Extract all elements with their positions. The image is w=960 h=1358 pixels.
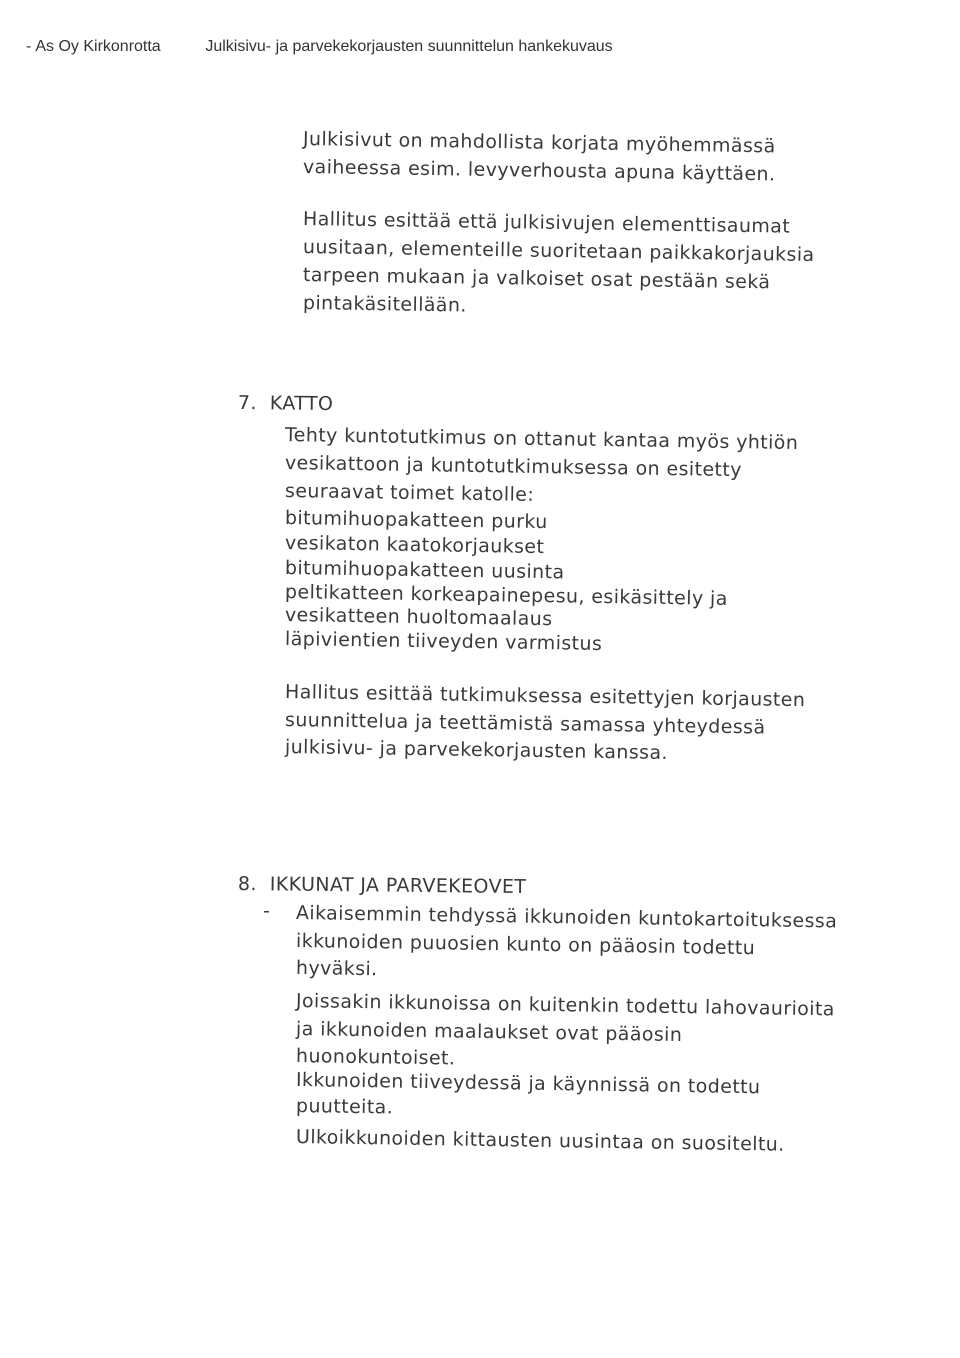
section-7-line: bitumihuopakatteen purku <box>284 507 548 534</box>
section-8-line: Aikaisemmin tehdyssä ikkunoiden kuntokartoituksessa <box>295 902 838 933</box>
section-8-line: ikkunoiden puuosien kunto on pääosin todettu <box>295 930 756 960</box>
section-8-line: Joissakin ikkunoissa on kuitenkin todettu lahovaurioita <box>295 990 835 1021</box>
section-8-heading <box>238 873 527 898</box>
intro-line: tarpeen mukaan ja valkoiset osat pestään sekä <box>302 264 771 294</box>
section-7-paragraph-line: Hallitus esittää tutkimuksessa esitettyjen korjausten <box>284 681 806 712</box>
intro-line: pintakäsitellään. <box>302 292 467 317</box>
intro-line: vaiheessa esim. levyverhousta apuna käyttäen. <box>302 156 776 186</box>
section-8-line: ja ikkunoiden maalaukset ovat pääosin <box>295 1018 683 1047</box>
section-7-line: bitumihuopakatteen uusinta <box>284 557 565 584</box>
section-8-line: puutteita. <box>295 1095 394 1119</box>
intro-line: Julkisivut on mahdollista korjata myöhemmässä <box>302 128 776 158</box>
section-7-line: läpivientien tiiveyden varmistus <box>284 628 603 655</box>
header-title: Julkisivu- ja parvekekorjausten suunnittelun hankekuvaus <box>205 38 613 55</box>
section-7-paragraph-line: suunnittelua ja teettämistä samassa yhteydessä <box>284 709 766 739</box>
section-8-line: Ikkunoiden tiiveydessä ja käynnissä on todettu <box>295 1069 761 1099</box>
intro-line: Hallitus esittää että julkisivujen elementtisaumat <box>302 208 791 238</box>
section-8-bullet: - <box>263 900 271 922</box>
section-7-paragraph-line: julkisivu- ja parvekekorjausten kanssa. <box>284 736 669 765</box>
section-8-line: Ulkoikkunoiden kittausten uusintaa on suositeltu. <box>295 1126 785 1156</box>
header-dash: - <box>26 38 32 55</box>
section-7-line: vesikatteen huoltomaalaus <box>284 604 553 631</box>
section-8-number: 8. <box>237 873 258 896</box>
section-7-title: KATTO <box>269 392 334 415</box>
section-7-line: seuraavat toimet katolle: <box>284 480 535 506</box>
section-8-line: huonokuntoiset. <box>295 1045 456 1070</box>
section-7-line: Tehty kuntotutkimus on ottanut kantaa myös yhtiön <box>284 424 799 455</box>
intro-line: uusitaan, elementeille suoritetaan paikkakorjauksia <box>302 236 815 267</box>
page-header <box>26 38 613 56</box>
section-7-line: vesikattoon ja kuntotutkimuksessa on esitetty <box>284 452 743 482</box>
section-7-heading <box>238 392 334 415</box>
header-company: As Oy Kirkonrotta <box>35 38 161 55</box>
section-8-line: hyväksi. <box>295 957 378 981</box>
section-8-title: IKKUNAT JA PARVEKEOVET <box>269 873 527 899</box>
section-7-number: 7. <box>237 392 258 415</box>
section-7-line: peltikatteen korkeapainepesu, esikäsittely ja <box>284 581 728 610</box>
section-7-line: vesikaton kaatokorjaukset <box>284 532 545 559</box>
